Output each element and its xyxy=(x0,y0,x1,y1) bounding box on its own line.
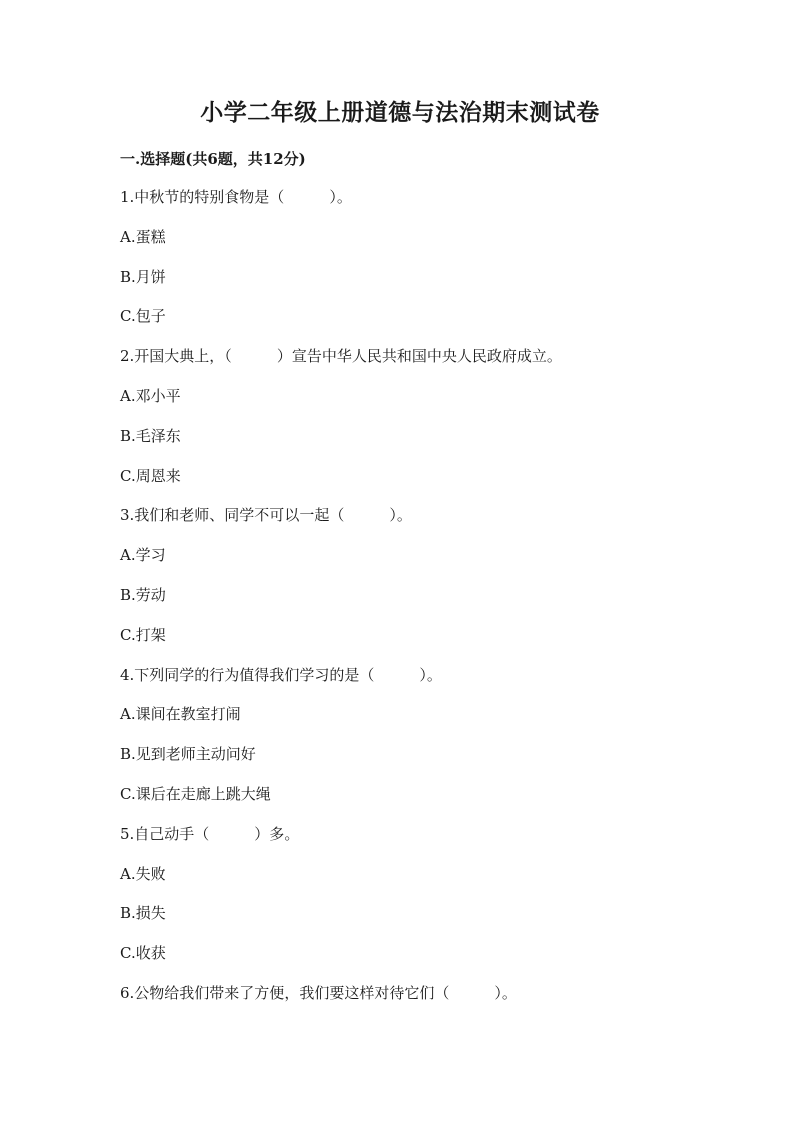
question-2-option-a: A.邓小平 xyxy=(120,386,181,405)
question-5-stem: 5.自己动手（ ）多。 xyxy=(120,824,300,843)
question-5-option-b: B.损失 xyxy=(120,904,166,923)
question-3-stem: 3.我们和老师、同学不可以一起（ ）。 xyxy=(120,506,412,525)
question-4-option-a: A.课间在教室打闹 xyxy=(120,705,241,724)
question-2-option-b: B.毛泽东 xyxy=(120,426,181,445)
question-5-option-c: C.收获 xyxy=(120,944,166,963)
question-5-option-a: A.失败 xyxy=(120,864,166,883)
question-list xyxy=(120,186,720,1022)
question-4-option-b: B.见到老师主动问好 xyxy=(120,745,256,764)
question-3-option-b: B.劳动 xyxy=(120,585,166,604)
question-4-stem: 4.下列同学的行为值得我们学习的是（ ）。 xyxy=(120,665,442,684)
question-4-option-c: C.课后在走廊上跳大绳 xyxy=(120,784,271,803)
question-1-option-c: C.包子 xyxy=(120,307,166,326)
question-2-option-c: C.周恩来 xyxy=(120,466,181,485)
question-6-stem: 6.公物给我们带来了方便，我们要这样对待它们（ ）。 xyxy=(120,983,517,1002)
question-1-option-b: B.月饼 xyxy=(120,267,166,286)
section-heading: 一.选择题(共6题，共12分) xyxy=(120,150,306,168)
question-3-option-a: A.学习 xyxy=(120,546,166,565)
question-2-stem: 2.开国大典上，（ ）宣告中华人民共和国中央人民政府成立。 xyxy=(120,347,562,366)
question-3-option-c: C.打架 xyxy=(120,625,166,644)
question-1-stem: 1.中秋节的特别食物是（ ）。 xyxy=(120,188,352,206)
page-title: 小学二年级上册道德与法治期末测试卷 xyxy=(200,99,600,126)
question-1-option-a: A.蛋糕 xyxy=(120,227,166,246)
